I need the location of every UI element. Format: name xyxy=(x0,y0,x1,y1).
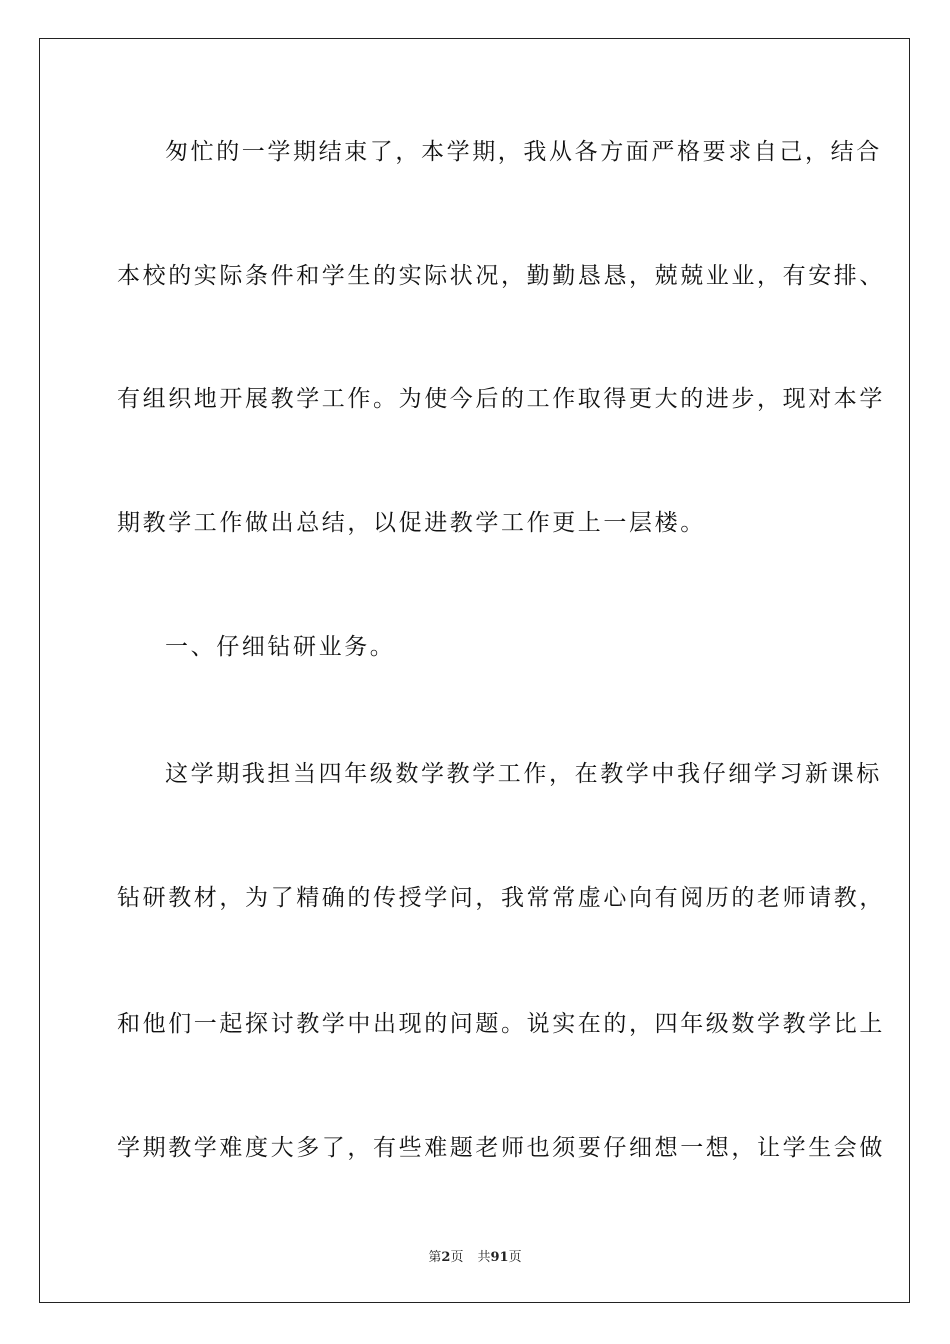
paragraph-1-line-2: 本校的实际条件和学生的实际状况，勤勤恳恳，兢兢业业，有安排、 xyxy=(117,263,885,289)
footer-page-unit: 页 xyxy=(450,1250,464,1265)
footer-page-prefix: 第 xyxy=(428,1250,442,1265)
footer-total-prefix: 共 xyxy=(477,1250,491,1265)
paragraph-2-line-3: 和他们一起探讨教学中出现的问题。说实在的，四年级数学教学比上 xyxy=(117,1011,885,1037)
footer-page-current: 2 xyxy=(441,1250,451,1265)
paragraph-2-line-1: 这学期我担当四年级数学教学工作，在教学中我仔细学习新课标 xyxy=(165,761,882,787)
page-footer xyxy=(0,1246,950,1265)
page-border xyxy=(39,38,910,1303)
section-heading-1: 一、仔细钻研业务。 xyxy=(165,634,396,660)
paragraph-1-line-3: 有组织地开展教学工作。为使今后的工作取得更大的进步，现对本学 xyxy=(117,386,885,412)
paragraph-1-line-4: 期教学工作做出总结，以促进教学工作更上一层楼。 xyxy=(117,510,706,536)
paragraph-2-line-4: 学期教学难度大多了，有些难题老师也须要仔细想一想，让学生会做 xyxy=(117,1135,885,1161)
paragraph-1-line-1: 匆忙的一学期结束了，本学期，我从各方面严格要求自己，结合 xyxy=(165,139,882,165)
paragraph-2-line-2: 钻研教材，为了精确的传授学问，我常常虚心向有阅历的老师请教， xyxy=(117,885,885,911)
footer-page-total: 91 xyxy=(490,1250,509,1265)
footer-total-unit: 页 xyxy=(508,1250,522,1265)
